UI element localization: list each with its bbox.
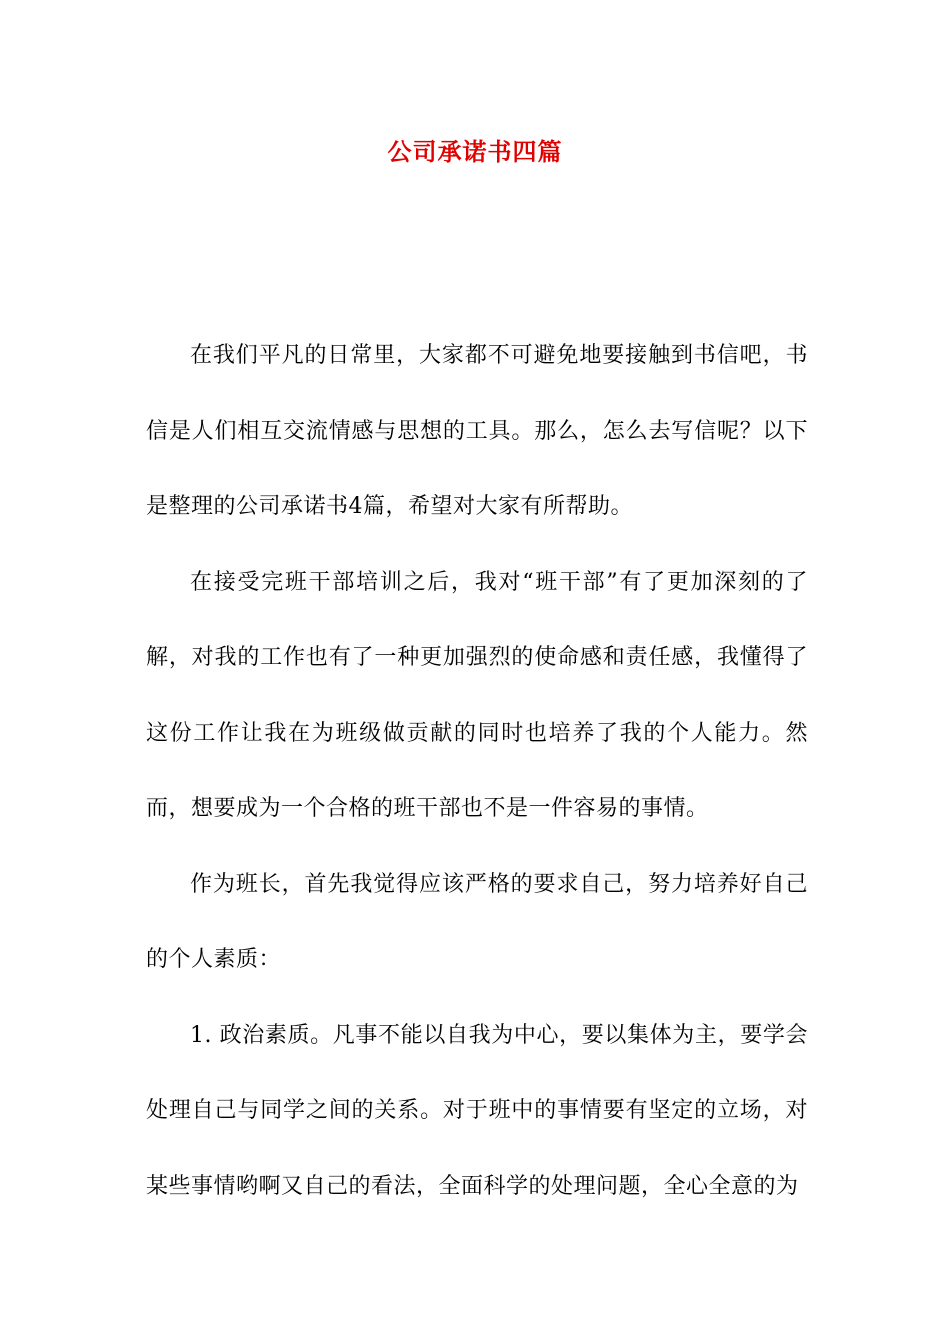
paragraph-intro: 在我们平凡的日常里，大家都不可避免地要接触到书信吧，书信是人们相互交流情感与思想的工具。那么，怎么去写信呢？以下是整理的公司承诺书4篇，希望对大家有所帮助。: [146, 343, 808, 519]
paragraph-monitor: 作为班长，首先我觉得应该严格的要求自己，努力培养好自己的个人素质：: [146, 871, 808, 972]
paragraph-political-quality: 1. 政治素质。凡事不能以自我为中心，要以集体为主，要学会处理自己与同学之间的关系。对于班中的事情要有坚定的立场，对某些事情哟啊又自己的看法，全面科学的处理问题，全心全意的为: [146, 1022, 808, 1199]
paragraph-training: 在接受完班干部培训之后，我对“班干部”有了更加深刻的了解，对我的工作也有了一种更加强烈的使命感和责任感，我懂得了这份工作让我在为班级做贡献的同时也培养了我的个人能力。然而，想要成为一个合格的班干部也不是一件容易的事情。: [146, 569, 808, 821]
document-body: [146, 318, 808, 1224]
document-title: 公司承诺书四篇: [387, 137, 563, 166]
